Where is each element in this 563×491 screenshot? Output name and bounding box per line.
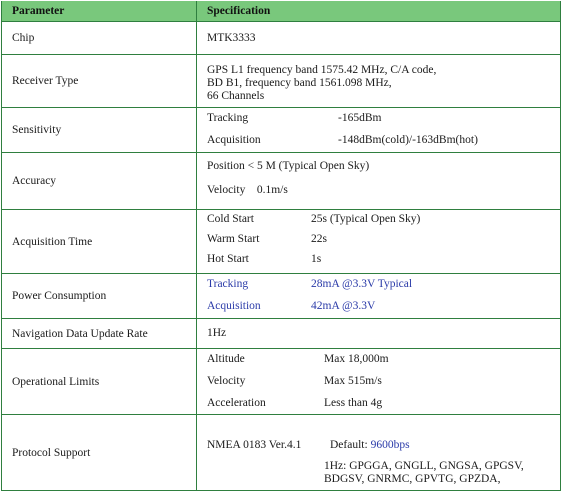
accuracy-position: Position < 5 M (Typical Open Sky) <box>207 160 370 172</box>
sensitivity-label: Sensitivity <box>2 108 197 152</box>
sensitivity-acquisition-value: -148dBm(cold)/-163dBm(hot) <box>338 134 478 146</box>
power-tracking-name: Tracking <box>207 278 249 290</box>
warm-start-name: Warm Start <box>207 233 260 245</box>
header-parameter: Parameter <box>2 1 197 21</box>
row-operational-limits <box>2 348 560 414</box>
warm-start-value: 22s <box>311 233 327 245</box>
row-update-rate <box>2 318 560 348</box>
update-rate-label: Navigation Data Update Rate <box>2 319 197 348</box>
receiver-line-2: BD B1, frequency band 1561.098 MHz, <box>207 77 392 89</box>
row-acquisition-time <box>2 209 560 273</box>
chip-value: MTK3333 <box>207 32 256 44</box>
acceleration-name: Acceleration <box>207 397 266 409</box>
altitude-value: Max 18,000m <box>324 353 389 365</box>
velocity-value: Max 515m/s <box>324 375 382 387</box>
power-acquisition-name: Acquisition <box>207 300 261 312</box>
operational-label: Operational Limits <box>2 349 197 414</box>
receiver-line-3: 66 Channels <box>207 90 265 102</box>
row-protocol-support <box>2 414 560 490</box>
protocol-label: Protocol Support <box>2 415 197 490</box>
velocity-name: Velocity <box>207 375 246 387</box>
protocol-sentences-line-2: BDGSV, GNRMC, GPVTG, GPZDA, <box>324 473 501 485</box>
power-acquisition-value: 42mA @3.3V <box>311 300 376 312</box>
row-accuracy <box>2 152 560 209</box>
cold-start-value: 25s (Typical Open Sky) <box>311 213 421 225</box>
sensitivity-tracking-name: Tracking <box>207 112 249 124</box>
hot-start-value: 1s <box>311 253 322 265</box>
cold-start-name: Cold Start <box>207 213 254 225</box>
power-tracking-value: 28mA @3.3V Typical <box>311 278 413 290</box>
chip-label: Chip <box>2 22 197 54</box>
protocol-default-value: 9600bps <box>370 439 410 451</box>
sensitivity-acquisition-name: Acquisition <box>207 134 261 146</box>
acceleration-value: Less than 4g <box>324 397 383 409</box>
accuracy-velocity: Velocity 0.1m/s <box>207 184 288 196</box>
table-header <box>2 1 560 21</box>
protocol-sentences-line-1: 1Hz: GPGGA, GNGLL, GNGSA, GPGSV, <box>324 460 524 472</box>
spec-table <box>1 1 561 491</box>
accuracy-label: Accuracy <box>2 153 197 209</box>
header-specification: Specification <box>207 5 271 17</box>
receiver-label: Receiver Type <box>2 55 197 107</box>
sensitivity-tracking-value: -165dBm <box>338 112 382 124</box>
hot-start-name: Hot Start <box>207 253 249 265</box>
row-chip <box>2 21 560 54</box>
protocol-default <box>330 439 410 451</box>
protocol-nmea: NMEA 0183 Ver.4.1 <box>207 439 302 451</box>
protocol-default-label: Default: <box>330 439 368 451</box>
row-sensitivity <box>2 107 560 152</box>
update-rate-value: 1Hz <box>207 327 227 339</box>
row-power-consumption <box>2 273 560 318</box>
power-label: Power Consumption <box>2 274 197 318</box>
row-receiver-type <box>2 54 560 107</box>
acquisition-time-label: Acquisition Time <box>2 210 197 273</box>
altitude-name: Altitude <box>207 353 245 365</box>
receiver-line-1: GPS L1 frequency band 1575.42 MHz, C/A code, <box>207 64 437 76</box>
